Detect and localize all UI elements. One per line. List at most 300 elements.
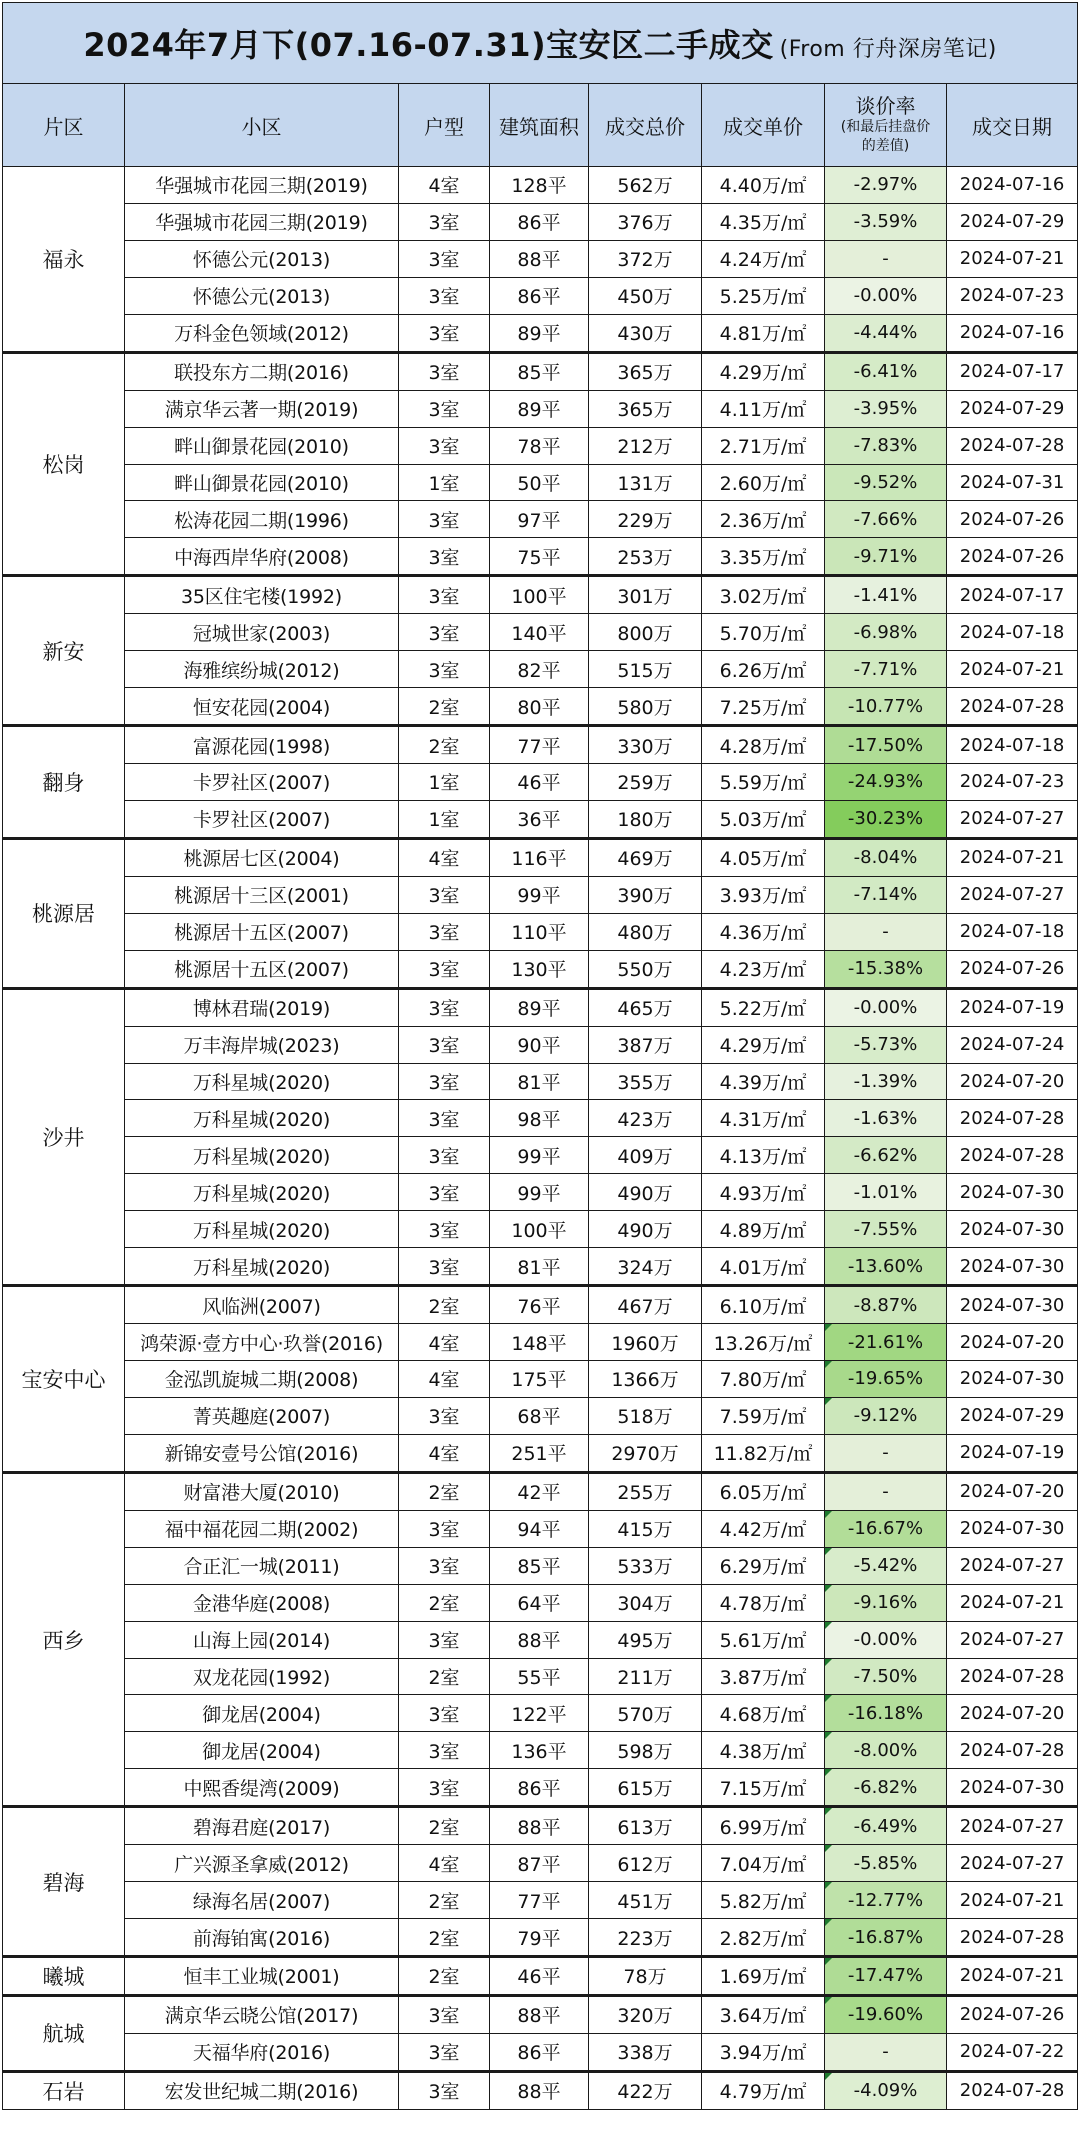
community-cell: 卡罗社区(2007) xyxy=(125,764,399,801)
community-cell: 财富港大厦(2010) xyxy=(125,1472,399,1510)
discount-cell: -9.71% xyxy=(825,538,947,576)
date-cell: 2024-07-23 xyxy=(947,764,1078,801)
discount-cell: - xyxy=(825,2033,947,2071)
unit-price-cell: 7.04万/㎡ xyxy=(702,1845,825,1882)
layout-cell: 4室 xyxy=(399,838,490,876)
table-row xyxy=(3,1769,1078,1807)
layout-cell: 3室 xyxy=(399,1026,490,1063)
date-cell: 2024-07-20 xyxy=(947,1063,1078,1100)
discount-cell: -8.87% xyxy=(825,1286,947,1324)
total-price-cell: 211万 xyxy=(589,1658,702,1695)
date-cell: 2024-07-21 xyxy=(947,651,1078,688)
unit-price-cell: 7.15万/㎡ xyxy=(702,1769,825,1807)
unit-price-cell: 7.59万/㎡ xyxy=(702,1397,825,1434)
date-cell: 2024-07-18 xyxy=(947,614,1078,651)
table-row xyxy=(3,1547,1078,1584)
table-row xyxy=(3,277,1078,314)
title-source: (From 行舟深房笔记) xyxy=(779,37,997,62)
date-cell: 2024-07-27 xyxy=(947,876,1078,913)
discount-cell: -7.83% xyxy=(825,427,947,464)
discount-cell: -19.65% xyxy=(825,1361,947,1398)
discount-cell: -17.50% xyxy=(825,726,947,764)
discount-cell: -6.62% xyxy=(825,1137,947,1174)
unit-price-cell: 6.05万/㎡ xyxy=(702,1472,825,1510)
discount-cell: -21.61% xyxy=(825,1324,947,1361)
district-cell: 宝安中心 xyxy=(3,1286,125,1473)
discount-cell: -1.63% xyxy=(825,1100,947,1137)
discount-cell: -7.71% xyxy=(825,651,947,688)
discount-cell: -7.66% xyxy=(825,501,947,538)
discount-cell: -6.82% xyxy=(825,1769,947,1807)
community-cell: 怀德公元(2013) xyxy=(125,277,399,314)
unit-price-cell: 4.23万/㎡ xyxy=(702,950,825,988)
area-cell: 68平 xyxy=(490,1397,589,1434)
table-row xyxy=(3,1695,1078,1732)
area-cell: 80平 xyxy=(490,688,589,726)
area-cell: 99平 xyxy=(490,876,589,913)
date-cell: 2024-07-30 xyxy=(947,1174,1078,1211)
total-price-cell: 304万 xyxy=(589,1584,702,1621)
unit-price-cell: 4.11万/㎡ xyxy=(702,390,825,427)
unit-price-cell: 4.28万/㎡ xyxy=(702,726,825,764)
table-row xyxy=(3,651,1078,688)
date-cell: 2024-07-22 xyxy=(947,2033,1078,2071)
community-cell: 菁英趣庭(2007) xyxy=(125,1397,399,1434)
unit-price-cell: 4.79万/㎡ xyxy=(702,2071,825,2109)
community-cell: 万科金色领域(2012) xyxy=(125,314,399,352)
area-cell: 100平 xyxy=(490,576,589,614)
date-cell: 2024-07-27 xyxy=(947,800,1078,838)
area-cell: 46平 xyxy=(490,1957,589,1996)
area-cell: 81平 xyxy=(490,1063,589,1100)
area-cell: 136平 xyxy=(490,1732,589,1769)
discount-cell: -19.60% xyxy=(825,1995,947,2033)
community-cell: 松涛花园二期(1996) xyxy=(125,501,399,538)
discount-cell: -0.00% xyxy=(825,988,947,1026)
discount-cell: -13.60% xyxy=(825,1248,947,1286)
community-cell: 35区住宅楼(1992) xyxy=(125,576,399,614)
layout-cell: 2室 xyxy=(399,1584,490,1621)
table-row xyxy=(3,876,1078,913)
area-cell: 97平 xyxy=(490,501,589,538)
layout-cell: 3室 xyxy=(399,2033,490,2071)
layout-cell: 3室 xyxy=(399,277,490,314)
unit-price-cell: 2.36万/㎡ xyxy=(702,501,825,538)
unit-price-cell: 4.01万/㎡ xyxy=(702,1248,825,1286)
date-cell: 2024-07-27 xyxy=(947,1547,1078,1584)
table-body xyxy=(3,167,1078,2110)
unit-price-cell: 4.13万/㎡ xyxy=(702,1137,825,1174)
date-cell: 2024-07-28 xyxy=(947,2071,1078,2109)
total-price-cell: 324万 xyxy=(589,1248,702,1286)
total-price-cell: 465万 xyxy=(589,988,702,1026)
table-row xyxy=(3,988,1078,1026)
total-price-cell: 562万 xyxy=(589,167,702,204)
unit-price-cell: 13.26万/㎡ xyxy=(702,1324,825,1361)
community-cell: 联投东方二期(2016) xyxy=(125,352,399,390)
unit-price-cell: 3.64万/㎡ xyxy=(702,1995,825,2033)
header-layout: 户型 xyxy=(399,84,490,167)
area-cell: 76平 xyxy=(490,1286,589,1324)
district-cell: 新安 xyxy=(3,576,125,726)
table-row xyxy=(3,2033,1078,2071)
unit-price-cell: 5.59万/㎡ xyxy=(702,764,825,801)
discount-cell: -8.04% xyxy=(825,838,947,876)
unit-price-cell: 6.29万/㎡ xyxy=(702,1547,825,1584)
community-cell: 万丰海岸城(2023) xyxy=(125,1026,399,1063)
layout-cell: 4室 xyxy=(399,1324,490,1361)
unit-price-cell: 1.69万/㎡ xyxy=(702,1957,825,1996)
discount-cell: -24.93% xyxy=(825,764,947,801)
date-cell: 2024-07-27 xyxy=(947,1845,1078,1882)
unit-price-cell: 4.36万/㎡ xyxy=(702,913,825,950)
layout-cell: 3室 xyxy=(399,203,490,240)
district-cell: 曦城 xyxy=(3,1957,125,1996)
unit-price-cell: 2.60万/㎡ xyxy=(702,464,825,501)
community-cell: 万科星城(2020) xyxy=(125,1211,399,1248)
community-cell: 碧海君庭(2017) xyxy=(125,1807,399,1845)
district-cell: 碧海 xyxy=(3,1807,125,1957)
layout-cell: 4室 xyxy=(399,1434,490,1472)
table-row xyxy=(3,1286,1078,1324)
discount-cell: - xyxy=(825,913,947,950)
community-cell: 绿海名居(2007) xyxy=(125,1882,399,1919)
area-cell: 175平 xyxy=(490,1361,589,1398)
total-price-cell: 800万 xyxy=(589,614,702,651)
discount-cell: -1.01% xyxy=(825,1174,947,1211)
community-cell: 万科星城(2020) xyxy=(125,1248,399,1286)
layout-cell: 1室 xyxy=(399,464,490,501)
table-row xyxy=(3,1732,1078,1769)
community-cell: 万科星城(2020) xyxy=(125,1063,399,1100)
community-cell: 桃源居十五区(2007) xyxy=(125,950,399,988)
layout-cell: 3室 xyxy=(399,390,490,427)
discount-cell: -5.42% xyxy=(825,1547,947,1584)
table-row xyxy=(3,1510,1078,1547)
table-row xyxy=(3,614,1078,651)
unit-price-cell: 4.78万/㎡ xyxy=(702,1584,825,1621)
unit-price-cell: 4.42万/㎡ xyxy=(702,1510,825,1547)
discount-cell: -3.59% xyxy=(825,203,947,240)
area-cell: 77平 xyxy=(490,726,589,764)
date-cell: 2024-07-19 xyxy=(947,1434,1078,1472)
header-community: 小区 xyxy=(125,84,399,167)
total-price-cell: 338万 xyxy=(589,2033,702,2071)
community-cell: 福中福花园二期(2002) xyxy=(125,1510,399,1547)
date-cell: 2024-07-16 xyxy=(947,167,1078,204)
layout-cell: 2室 xyxy=(399,1807,490,1845)
unit-price-cell: 7.80万/㎡ xyxy=(702,1361,825,1398)
header-area: 建筑面积 xyxy=(490,84,589,167)
unit-price-cell: 4.38万/㎡ xyxy=(702,1732,825,1769)
layout-cell: 3室 xyxy=(399,1547,490,1584)
total-price-cell: 518万 xyxy=(589,1397,702,1434)
table-row xyxy=(3,576,1078,614)
area-cell: 55平 xyxy=(490,1658,589,1695)
table-row xyxy=(3,1026,1078,1063)
table-row xyxy=(3,800,1078,838)
date-cell: 2024-07-21 xyxy=(947,1584,1078,1621)
discount-cell: -6.98% xyxy=(825,614,947,651)
community-cell: 鸿荣源·壹方中心·玖誉(2016) xyxy=(125,1324,399,1361)
total-price-cell: 387万 xyxy=(589,1026,702,1063)
layout-cell: 3室 xyxy=(399,651,490,688)
community-cell: 桃源居十三区(2001) xyxy=(125,876,399,913)
total-price-cell: 490万 xyxy=(589,1211,702,1248)
community-cell: 冠城世家(2003) xyxy=(125,614,399,651)
total-price-cell: 613万 xyxy=(589,1807,702,1845)
layout-cell: 2室 xyxy=(399,1957,490,1996)
table-row xyxy=(3,1137,1078,1174)
date-cell: 2024-07-20 xyxy=(947,1472,1078,1510)
discount-cell: -30.23% xyxy=(825,800,947,838)
layout-cell: 2室 xyxy=(399,1286,490,1324)
layout-cell: 3室 xyxy=(399,1695,490,1732)
layout-cell: 3室 xyxy=(399,950,490,988)
community-cell: 御龙居(2004) xyxy=(125,1695,399,1732)
unit-price-cell: 4.68万/㎡ xyxy=(702,1695,825,1732)
unit-price-cell: 4.05万/㎡ xyxy=(702,838,825,876)
layout-cell: 3室 xyxy=(399,1211,490,1248)
date-cell: 2024-07-26 xyxy=(947,950,1078,988)
unit-price-cell: 4.81万/㎡ xyxy=(702,314,825,352)
area-cell: 94平 xyxy=(490,1510,589,1547)
table-row xyxy=(3,1807,1078,1845)
area-cell: 128平 xyxy=(490,167,589,204)
community-cell: 桃源居十五区(2007) xyxy=(125,913,399,950)
discount-cell: -17.47% xyxy=(825,1957,947,1996)
date-cell: 2024-07-27 xyxy=(947,1807,1078,1845)
area-cell: 86平 xyxy=(490,1769,589,1807)
layout-cell: 3室 xyxy=(399,1732,490,1769)
discount-cell: -7.55% xyxy=(825,1211,947,1248)
table-row xyxy=(3,1472,1078,1510)
community-cell: 山海上园(2014) xyxy=(125,1621,399,1658)
community-cell: 御龙居(2004) xyxy=(125,1732,399,1769)
total-price-cell: 1366万 xyxy=(589,1361,702,1398)
date-cell: 2024-07-26 xyxy=(947,1995,1078,2033)
date-cell: 2024-07-21 xyxy=(947,240,1078,277)
layout-cell: 3室 xyxy=(399,240,490,277)
table-row xyxy=(3,1957,1078,1996)
total-price-cell: 212万 xyxy=(589,427,702,464)
date-cell: 2024-07-17 xyxy=(947,352,1078,390)
header-discount-sub1: (和最后挂盘价 xyxy=(840,119,931,135)
date-cell: 2024-07-30 xyxy=(947,1286,1078,1324)
area-cell: 81平 xyxy=(490,1248,589,1286)
area-cell: 140平 xyxy=(490,614,589,651)
total-price-cell: 1960万 xyxy=(589,1324,702,1361)
table-row xyxy=(3,1063,1078,1100)
area-cell: 110平 xyxy=(490,913,589,950)
layout-cell: 4室 xyxy=(399,1845,490,1882)
area-cell: 75平 xyxy=(490,538,589,576)
date-cell: 2024-07-28 xyxy=(947,688,1078,726)
table-row xyxy=(3,1621,1078,1658)
unit-price-cell: 6.99万/㎡ xyxy=(702,1807,825,1845)
area-cell: 89平 xyxy=(490,988,589,1026)
header-row xyxy=(3,84,1078,167)
discount-cell: -6.41% xyxy=(825,352,947,390)
area-cell: 88平 xyxy=(490,2071,589,2109)
date-cell: 2024-07-26 xyxy=(947,538,1078,576)
unit-price-cell: 5.25万/㎡ xyxy=(702,277,825,314)
layout-cell: 2室 xyxy=(399,1472,490,1510)
total-price-cell: 598万 xyxy=(589,1732,702,1769)
date-cell: 2024-07-30 xyxy=(947,1211,1078,1248)
area-cell: 88平 xyxy=(490,1807,589,1845)
area-cell: 79平 xyxy=(490,1919,589,1957)
layout-cell: 3室 xyxy=(399,1397,490,1434)
community-cell: 金泓凯旋城二期(2008) xyxy=(125,1361,399,1398)
table-row xyxy=(3,1584,1078,1621)
community-cell: 怀德公元(2013) xyxy=(125,240,399,277)
community-cell: 恒安花园(2004) xyxy=(125,688,399,726)
discount-cell: -9.16% xyxy=(825,1584,947,1621)
community-cell: 中熙香缇湾(2009) xyxy=(125,1769,399,1807)
table-row xyxy=(3,314,1078,352)
district-cell: 航城 xyxy=(3,1995,125,2071)
community-cell: 双龙花园(1992) xyxy=(125,1658,399,1695)
total-price-cell: 615万 xyxy=(589,1769,702,1807)
layout-cell: 3室 xyxy=(399,1995,490,2033)
discount-cell: -12.77% xyxy=(825,1882,947,1919)
area-cell: 78平 xyxy=(490,427,589,464)
date-cell: 2024-07-20 xyxy=(947,1324,1078,1361)
area-cell: 42平 xyxy=(490,1472,589,1510)
discount-cell: -5.85% xyxy=(825,1845,947,1882)
community-cell: 中海西岸华府(2008) xyxy=(125,538,399,576)
area-cell: 77平 xyxy=(490,1882,589,1919)
table-row xyxy=(3,913,1078,950)
table-row xyxy=(3,688,1078,726)
unit-price-cell: 7.25万/㎡ xyxy=(702,688,825,726)
unit-price-cell: 5.22万/㎡ xyxy=(702,988,825,1026)
layout-cell: 3室 xyxy=(399,988,490,1026)
area-cell: 46平 xyxy=(490,764,589,801)
community-cell: 满京华云著一期(2019) xyxy=(125,390,399,427)
total-price-cell: 423万 xyxy=(589,1100,702,1137)
community-cell: 万科星城(2020) xyxy=(125,1174,399,1211)
community-cell: 满京华云晓公馆(2017) xyxy=(125,1995,399,2033)
community-cell: 合正汇一城(2011) xyxy=(125,1547,399,1584)
table-row xyxy=(3,1919,1078,1957)
date-cell: 2024-07-29 xyxy=(947,203,1078,240)
unit-price-cell: 5.03万/㎡ xyxy=(702,800,825,838)
area-cell: 85平 xyxy=(490,1547,589,1584)
area-cell: 122平 xyxy=(490,1695,589,1732)
discount-cell: -4.09% xyxy=(825,2071,947,2109)
community-cell: 万科星城(2020) xyxy=(125,1137,399,1174)
area-cell: 99平 xyxy=(490,1174,589,1211)
total-price-cell: 490万 xyxy=(589,1174,702,1211)
total-price-cell: 2970万 xyxy=(589,1434,702,1472)
table-row xyxy=(3,501,1078,538)
date-cell: 2024-07-30 xyxy=(947,1510,1078,1547)
total-price-cell: 612万 xyxy=(589,1845,702,1882)
discount-cell: -1.41% xyxy=(825,576,947,614)
header-discount xyxy=(825,84,947,167)
layout-cell: 3室 xyxy=(399,576,490,614)
area-cell: 64平 xyxy=(490,1584,589,1621)
date-cell: 2024-07-28 xyxy=(947,427,1078,464)
total-price-cell: 365万 xyxy=(589,352,702,390)
total-price-cell: 223万 xyxy=(589,1919,702,1957)
date-cell: 2024-07-29 xyxy=(947,1397,1078,1434)
layout-cell: 3室 xyxy=(399,1510,490,1547)
table-row xyxy=(3,1324,1078,1361)
unit-price-cell: 6.10万/㎡ xyxy=(702,1286,825,1324)
total-price-cell: 180万 xyxy=(589,800,702,838)
area-cell: 88平 xyxy=(490,1995,589,2033)
table-row xyxy=(3,427,1078,464)
date-cell: 2024-07-28 xyxy=(947,1919,1078,1957)
community-cell: 宏发世纪城二期(2016) xyxy=(125,2071,399,2109)
unit-price-cell: 4.39万/㎡ xyxy=(702,1063,825,1100)
unit-price-cell: 5.82万/㎡ xyxy=(702,1882,825,1919)
layout-cell: 1室 xyxy=(399,764,490,801)
layout-cell: 4室 xyxy=(399,167,490,204)
transaction-table xyxy=(2,2,1078,2110)
table-row xyxy=(3,2071,1078,2109)
area-cell: 148平 xyxy=(490,1324,589,1361)
date-cell: 2024-07-30 xyxy=(947,1248,1078,1286)
table-row xyxy=(3,390,1078,427)
total-price-cell: 450万 xyxy=(589,277,702,314)
community-cell: 广兴源圣拿威(2012) xyxy=(125,1845,399,1882)
total-price-cell: 469万 xyxy=(589,838,702,876)
community-cell: 桃源居七区(2004) xyxy=(125,838,399,876)
community-cell: 天福华府(2016) xyxy=(125,2033,399,2071)
unit-price-cell: 2.82万/㎡ xyxy=(702,1919,825,1957)
community-cell: 恒丰工业城(2001) xyxy=(125,1957,399,1996)
community-cell: 卡罗社区(2007) xyxy=(125,800,399,838)
header-district: 片区 xyxy=(3,84,125,167)
date-cell: 2024-07-17 xyxy=(947,576,1078,614)
total-price-cell: 330万 xyxy=(589,726,702,764)
total-price-cell: 533万 xyxy=(589,1547,702,1584)
discount-cell: -10.77% xyxy=(825,688,947,726)
date-cell: 2024-07-28 xyxy=(947,1658,1078,1695)
table-row xyxy=(3,950,1078,988)
title-main: 2024年7月下(07.16-07.31)宝安区二手成交 xyxy=(83,26,774,64)
discount-cell: -6.49% xyxy=(825,1807,947,1845)
total-price-cell: 78万 xyxy=(589,1957,702,1996)
discount-cell: - xyxy=(825,1472,947,1510)
area-cell: 36平 xyxy=(490,800,589,838)
date-cell: 2024-07-16 xyxy=(947,314,1078,352)
total-price-cell: 301万 xyxy=(589,576,702,614)
unit-price-cell: 4.40万/㎡ xyxy=(702,167,825,204)
community-cell: 风临洲(2007) xyxy=(125,1286,399,1324)
total-price-cell: 422万 xyxy=(589,2071,702,2109)
table-row xyxy=(3,1882,1078,1919)
header-total-price: 成交总价 xyxy=(589,84,702,167)
date-cell: 2024-07-20 xyxy=(947,1695,1078,1732)
date-cell: 2024-07-31 xyxy=(947,464,1078,501)
layout-cell: 4室 xyxy=(399,1361,490,1398)
table-row xyxy=(3,1845,1078,1882)
layout-cell: 2室 xyxy=(399,726,490,764)
layout-cell: 3室 xyxy=(399,501,490,538)
total-price-cell: 415万 xyxy=(589,1510,702,1547)
date-cell: 2024-07-26 xyxy=(947,501,1078,538)
layout-cell: 3室 xyxy=(399,913,490,950)
district-cell: 桃源居 xyxy=(3,838,125,988)
total-price-cell: 376万 xyxy=(589,203,702,240)
date-cell: 2024-07-29 xyxy=(947,390,1078,427)
total-price-cell: 451万 xyxy=(589,1882,702,1919)
